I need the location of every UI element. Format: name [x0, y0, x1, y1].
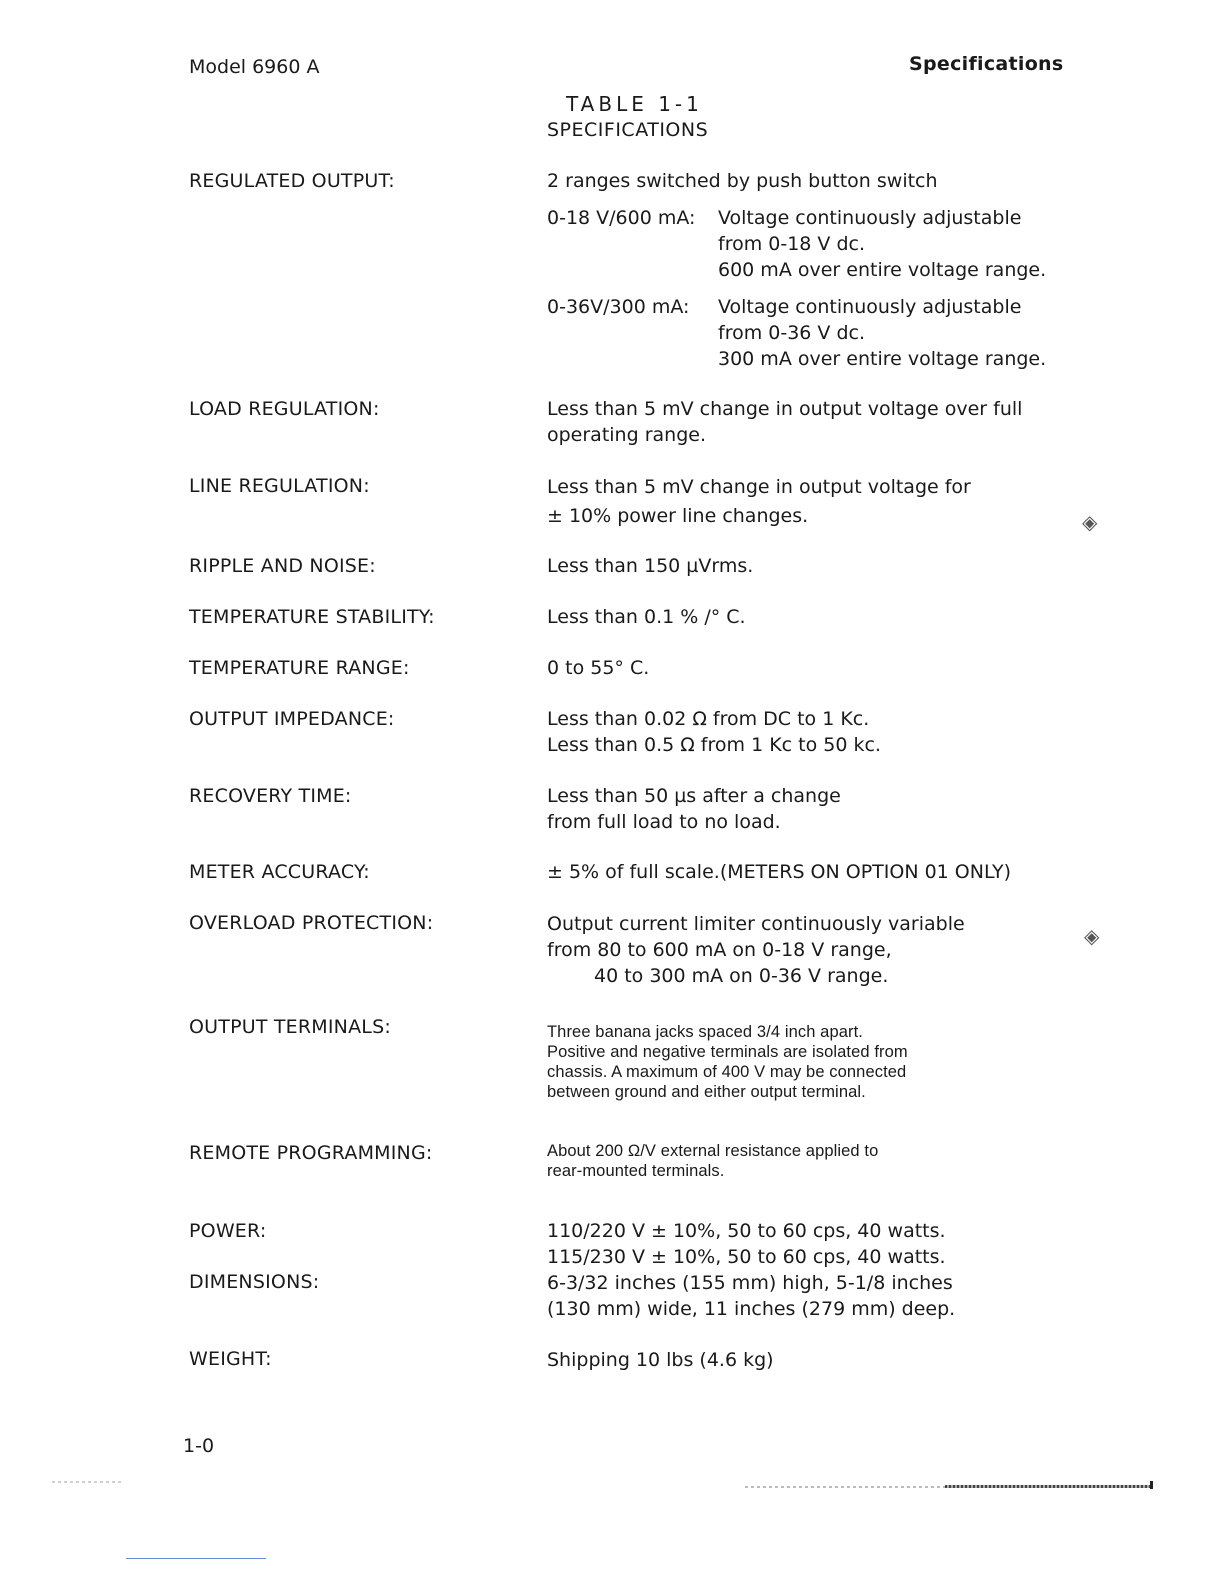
- value-power: [547, 1218, 946, 1270]
- value-line: 115/230 V ± 10%, 50 to 60 cps, 40 watts.: [547, 1246, 946, 1268]
- scan-blue-line: [126, 1558, 266, 1559]
- value-line: (130 mm) wide, 11 inches (279 mm) deep.: [547, 1298, 956, 1320]
- scan-smudge-icon: ◈: [1084, 924, 1100, 948]
- label-ripple-noise: RIPPLE AND NOISE:: [189, 555, 376, 577]
- value-load-regulation: [547, 396, 1022, 448]
- value-line: Less than 0.1 % /° C.: [547, 606, 746, 628]
- label-output-impedance: OUTPUT IMPEDANCE:: [189, 708, 395, 730]
- value-output-impedance: [547, 706, 881, 758]
- value-line: 40 to 300 mA on 0-36 V range.: [594, 965, 889, 987]
- model-header: Model 6960 A: [189, 56, 320, 78]
- label-temp-range: TEMPERATURE RANGE:: [189, 657, 410, 679]
- range1-key: 0-18 V/600 mA:: [547, 207, 696, 229]
- label-meter-accuracy: METER ACCURACY:: [189, 861, 370, 883]
- value-line-regulation: [547, 473, 971, 531]
- page-number: 1-0: [183, 1435, 215, 1457]
- scan-dotted-line: [52, 1481, 122, 1483]
- scan-dotted-line: [945, 1485, 1153, 1488]
- value-line: Less than 0.5 Ω from 1 Kc to 50 kc.: [547, 734, 881, 756]
- value-line: operating range.: [547, 424, 706, 446]
- label-remote-programming: REMOTE PROGRAMMING:: [189, 1142, 433, 1164]
- section-header: Specifications: [909, 53, 1064, 75]
- range2-value: [718, 294, 1046, 372]
- value-line: Less than 0.02 Ω from DC to 1 Kc.: [547, 708, 870, 730]
- label-load-regulation: LOAD REGULATION:: [189, 398, 380, 420]
- value-line: chassis. A maximum of 400 V may be connected: [547, 1063, 907, 1081]
- value-line: Less than 5 mV change in output voltage over full: [547, 398, 1023, 420]
- label-power: POWER:: [189, 1220, 267, 1242]
- value-temp-range: [547, 655, 649, 681]
- value-line: 6-3/32 inches (155 mm) high, 5-1/8 inches: [547, 1272, 953, 1294]
- value-dimensions: [547, 1270, 955, 1322]
- value-ripple-noise: [547, 553, 753, 579]
- label-line-regulation: LINE REGULATION:: [189, 475, 370, 497]
- label-recovery-time: RECOVERY TIME:: [189, 785, 352, 807]
- range1-line: Voltage continuously adjustable: [718, 207, 1022, 229]
- value-meter-accuracy: [547, 859, 1011, 885]
- value-regulated-output-intro: 2 ranges switched by push button switch: [547, 170, 938, 192]
- table-title: SPECIFICATIONS: [547, 119, 709, 141]
- scan-mark: [1150, 1481, 1153, 1489]
- label-dimensions: DIMENSIONS:: [189, 1271, 320, 1293]
- scan-dotted-line: [745, 1486, 960, 1488]
- label-weight: WEIGHT:: [189, 1348, 272, 1370]
- value-line: ± 5% of full scale.(METERS ON OPTION 01 ONLY): [547, 861, 1012, 883]
- value-line: Less than 5 mV change in output voltage for: [547, 476, 971, 498]
- range1-line: 600 mA over entire voltage range.: [718, 259, 1047, 281]
- label-overload-protection: OVERLOAD PROTECTION:: [189, 912, 434, 934]
- value-output-terminals: [547, 1022, 908, 1102]
- value-line: About 200 Ω/V external resistance applied to: [547, 1142, 879, 1160]
- value-overload-protection: [547, 911, 965, 989]
- range1-line: from 0-18 V dc.: [718, 233, 865, 255]
- value-recovery-time: [547, 783, 841, 835]
- label-output-terminals: OUTPUT TERMINALS:: [189, 1016, 391, 1038]
- value-line: 0 to 55° C.: [547, 657, 650, 679]
- range2-line: Voltage continuously adjustable: [718, 296, 1022, 318]
- value-line: Shipping 10 lbs (4.6 kg): [547, 1349, 774, 1371]
- label-regulated-output: REGULATED OUTPUT:: [189, 170, 395, 192]
- value-remote-programming: [547, 1141, 878, 1181]
- range2-key: 0-36V/300 mA:: [547, 296, 690, 318]
- value-temp-stability: [547, 604, 746, 630]
- scan-smudge-icon: ◈: [1082, 510, 1098, 534]
- value-line: rear-mounted terminals.: [547, 1162, 725, 1180]
- value-line: ± 10% power line changes.: [547, 505, 809, 527]
- range1-value: [718, 205, 1046, 283]
- value-line: from full load to no load.: [547, 811, 781, 833]
- label-temp-stability: TEMPERATURE STABILITY:: [189, 606, 435, 628]
- value-line: Output current limiter continuously variable: [547, 913, 965, 935]
- value-line: Positive and negative terminals are isolated from: [547, 1043, 908, 1061]
- range2-line: 300 mA over entire voltage range.: [718, 348, 1047, 370]
- value-line: 110/220 V ± 10%, 50 to 60 cps, 40 watts.: [547, 1220, 946, 1242]
- range2-line: from 0-36 V dc.: [718, 322, 865, 344]
- value-line: Three banana jacks spaced 3/4 inch apart.: [547, 1023, 863, 1041]
- table-number: TABLE 1-1: [566, 92, 703, 116]
- value-line: Less than 50 µs after a change: [547, 785, 841, 807]
- value-weight: [547, 1347, 774, 1373]
- value-line: Less than 150 µVrms.: [547, 555, 754, 577]
- value-line: from 80 to 600 mA on 0-18 V range,: [547, 939, 892, 961]
- value-line: between ground and either output terminal.: [547, 1083, 866, 1101]
